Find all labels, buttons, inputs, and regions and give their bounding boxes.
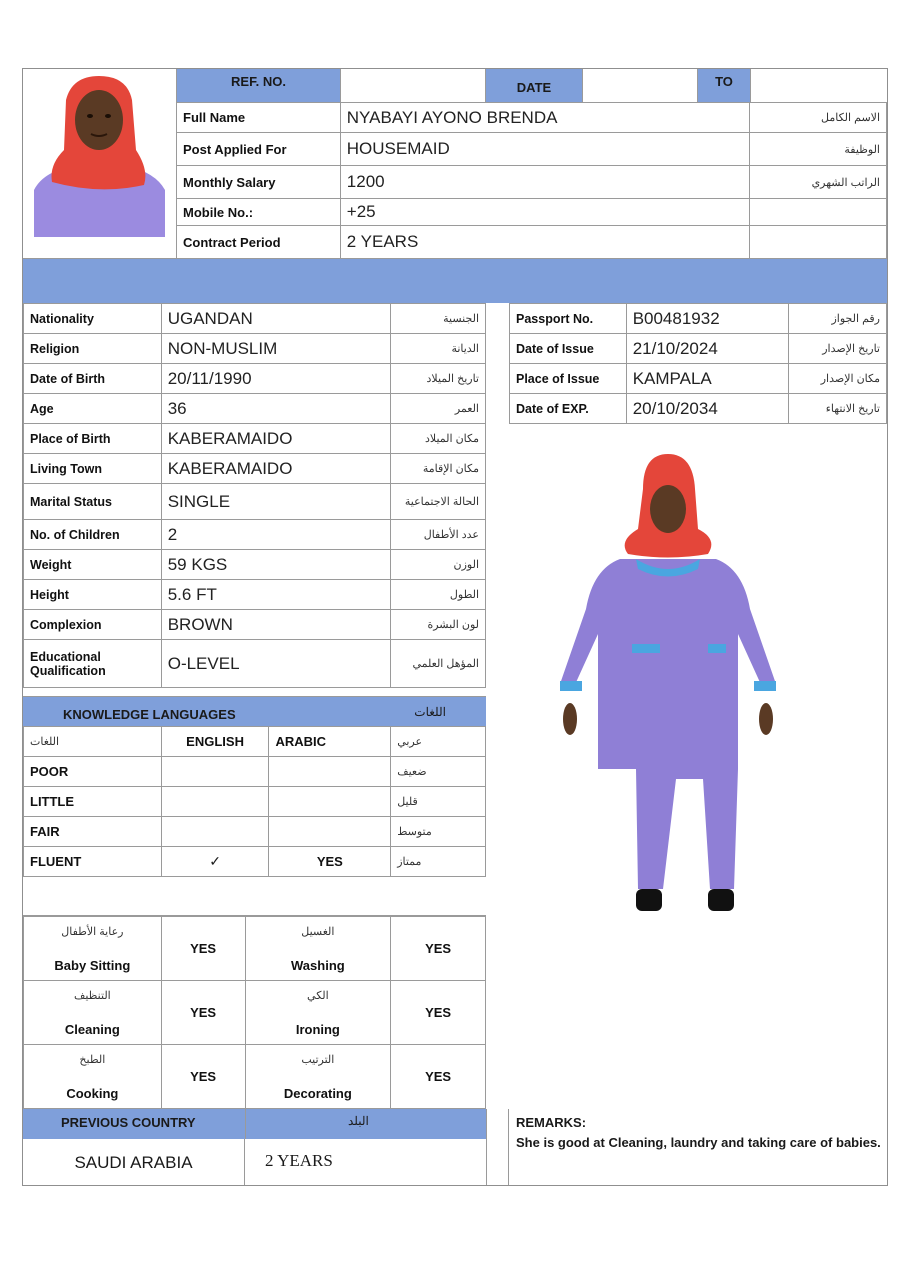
ref-no-header bbox=[176, 69, 340, 102]
header-row-value: +25 bbox=[340, 199, 749, 226]
personal-row-label: Date of Birth bbox=[24, 364, 162, 394]
previous-period-value: 2 YEARS bbox=[265, 1151, 333, 1170]
section-band bbox=[23, 258, 887, 303]
languages-title: KNOWLEDGE LANGUAGES bbox=[63, 707, 236, 722]
language-english-value: ✓ bbox=[161, 847, 269, 877]
skill-row bbox=[24, 1045, 486, 1109]
skill-label2: Decorating bbox=[283, 1085, 352, 1101]
personal-details-table bbox=[23, 303, 486, 688]
passport-row-arabic: مكان الإصدار bbox=[789, 364, 887, 394]
skill-label2-cell bbox=[245, 1045, 391, 1109]
language-level-label: FLUENT bbox=[24, 847, 162, 877]
language-level-ar: قليل bbox=[391, 787, 486, 817]
personal-row-value: O-LEVEL bbox=[161, 640, 390, 688]
language-arabic-value bbox=[269, 757, 391, 787]
to-label: TO bbox=[715, 74, 733, 89]
skill-label2-ar: الكي bbox=[307, 989, 329, 1002]
language-level-ar: ضعيف bbox=[391, 757, 486, 787]
previous-country-title-ar: البلد bbox=[348, 1114, 369, 1128]
skill-label2: Ironing bbox=[295, 1021, 340, 1037]
language-level-label: POOR bbox=[24, 757, 162, 787]
personal-row-value: BROWN bbox=[161, 610, 390, 640]
passport-row-arabic: تاريخ الانتهاء bbox=[789, 394, 887, 424]
languages-col-english: ENGLISH bbox=[161, 727, 269, 757]
full-body-photo bbox=[558, 449, 778, 979]
header-info-table bbox=[176, 102, 887, 259]
header-row-label: Post Applied For bbox=[177, 133, 341, 166]
personal-row-value: UGANDAN bbox=[161, 304, 390, 334]
passport-row-label: Passport No. bbox=[510, 304, 627, 334]
personal-row-label: Height bbox=[24, 580, 162, 610]
skill-label2-ar: الغسيل bbox=[301, 925, 335, 938]
header-row bbox=[177, 226, 887, 259]
personal-row bbox=[24, 334, 486, 364]
skill-value: YES bbox=[161, 981, 245, 1045]
languages-column-header bbox=[24, 727, 486, 757]
personal-row bbox=[24, 550, 486, 580]
skill-label-ar: التنظيف bbox=[73, 989, 111, 1002]
header-row-label: Full Name bbox=[177, 103, 341, 133]
skill-value2: YES bbox=[391, 981, 486, 1045]
personal-row-label: Age bbox=[24, 394, 162, 424]
language-english-value bbox=[161, 817, 269, 847]
skill-label-cell bbox=[24, 917, 162, 981]
personal-row-label: Religion bbox=[24, 334, 162, 364]
ref-no-label: REF. NO. bbox=[231, 74, 286, 89]
personal-row-value: 20/11/1990 bbox=[161, 364, 390, 394]
header-row-value: 1200 bbox=[340, 166, 749, 199]
languages-col-ar2: عربي bbox=[391, 727, 486, 757]
passport-row-value: 21/10/2024 bbox=[626, 334, 789, 364]
cv-sheet bbox=[22, 68, 888, 1186]
skill-label-ar: رعاية الأطفال bbox=[61, 925, 124, 938]
personal-row-arabic: الديانة bbox=[391, 334, 486, 364]
personal-row bbox=[24, 640, 486, 688]
skills-table bbox=[23, 916, 486, 1109]
language-english-value bbox=[161, 787, 269, 817]
skill-value: YES bbox=[161, 917, 245, 981]
passport-row-label: Place of Issue bbox=[510, 364, 627, 394]
language-level-label: FAIR bbox=[24, 817, 162, 847]
passport-row-value: B00481932 bbox=[626, 304, 789, 334]
personal-row-label: Nationality bbox=[24, 304, 162, 334]
personal-row bbox=[24, 424, 486, 454]
personal-row-arabic: لون البشرة bbox=[391, 610, 486, 640]
personal-row bbox=[24, 364, 486, 394]
personal-row bbox=[24, 520, 486, 550]
remarks-title: REMARKS: bbox=[516, 1115, 587, 1130]
personal-row-label: Weight bbox=[24, 550, 162, 580]
personal-row-value: 36 bbox=[161, 394, 390, 424]
personal-row-arabic: المؤهل العلمي bbox=[391, 640, 486, 688]
remarks-text: She is good at Cleaning, laundry and taking care of babies. bbox=[516, 1135, 881, 1150]
language-level-ar: ممتاز bbox=[391, 847, 486, 877]
personal-row bbox=[24, 610, 486, 640]
header-row bbox=[177, 166, 887, 199]
passport-row-arabic: رقم الجواز bbox=[789, 304, 887, 334]
passport-row-value: 20/10/2034 bbox=[626, 394, 789, 424]
header-row-arabic bbox=[750, 199, 887, 226]
personal-row bbox=[24, 484, 486, 520]
personal-row bbox=[24, 304, 486, 334]
personal-row-arabic: العمر bbox=[391, 394, 486, 424]
personal-row-arabic: مكان الإقامة bbox=[391, 454, 486, 484]
skill-label-ar: الطبخ bbox=[79, 1053, 106, 1066]
spacer-row bbox=[23, 879, 486, 916]
language-level-label: LITTLE bbox=[24, 787, 162, 817]
header-row bbox=[177, 133, 887, 166]
skill-label2-ar: الترتيب bbox=[301, 1053, 335, 1066]
passport-table bbox=[509, 303, 887, 424]
languages-header bbox=[23, 696, 486, 726]
skill-label: Baby Sitting bbox=[54, 957, 131, 973]
language-english-value bbox=[161, 757, 269, 787]
skill-value2: YES bbox=[391, 917, 486, 981]
ref-no-field bbox=[340, 69, 485, 102]
header-row-label: Monthly Salary bbox=[177, 166, 341, 199]
header-row-label: Contract Period bbox=[177, 226, 341, 259]
skill-label2-cell bbox=[245, 917, 391, 981]
header-row-arabic: الاسم الكامل bbox=[750, 103, 887, 133]
personal-row-arabic: الحالة الاجتماعية bbox=[391, 484, 486, 520]
skill-label: Cooking bbox=[66, 1085, 119, 1101]
language-arabic-value bbox=[269, 817, 391, 847]
passport-row-value: KAMPALA bbox=[626, 364, 789, 394]
remarks-box bbox=[516, 1115, 881, 1152]
personal-row bbox=[24, 454, 486, 484]
languages-table bbox=[23, 726, 486, 877]
personal-row-label: Complexion bbox=[24, 610, 162, 640]
languages-title-ar: اللغات bbox=[414, 705, 446, 719]
header-row-value: HOUSEMAID bbox=[340, 133, 749, 166]
skill-row bbox=[24, 981, 486, 1045]
personal-row bbox=[24, 580, 486, 610]
personal-row-label: No. of Children bbox=[24, 520, 162, 550]
language-level-ar: متوسط bbox=[391, 817, 486, 847]
language-level-row bbox=[24, 847, 486, 877]
divider-column bbox=[486, 1109, 509, 1185]
personal-row-arabic: الطول bbox=[391, 580, 486, 610]
skill-value: YES bbox=[161, 1045, 245, 1109]
personal-row-value: KABERAMAIDO bbox=[161, 424, 390, 454]
previous-country-cell bbox=[23, 1139, 245, 1185]
personal-row-arabic: تاريخ الميلاد bbox=[391, 364, 486, 394]
language-arabic-value: YES bbox=[269, 847, 391, 877]
personal-row-arabic: مكان الميلاد bbox=[391, 424, 486, 454]
skill-label: Cleaning bbox=[64, 1021, 120, 1037]
passport-row bbox=[510, 334, 887, 364]
to-header bbox=[697, 69, 750, 102]
header-row-label: Mobile No.: bbox=[177, 199, 341, 226]
header-row-value: NYABAYI AYONO BRENDA bbox=[340, 103, 749, 133]
personal-row-value: NON-MUSLIM bbox=[161, 334, 390, 364]
header-row-arabic: الوظيفة bbox=[750, 133, 887, 166]
personal-row-arabic: الجنسية bbox=[391, 304, 486, 334]
header-row bbox=[177, 103, 887, 133]
passport-row-label: Date of EXP. bbox=[510, 394, 627, 424]
header-row-arabic: الراتب الشهري bbox=[750, 166, 887, 199]
previous-country-value: SAUDI ARABIA bbox=[74, 1153, 193, 1172]
languages-col-arabic: ARABIC bbox=[269, 727, 391, 757]
skill-label-cell bbox=[24, 981, 162, 1045]
header-row-value: 2 YEARS bbox=[340, 226, 749, 259]
personal-row-arabic: الوزن bbox=[391, 550, 486, 580]
language-arabic-value bbox=[269, 787, 391, 817]
personal-row-label: Place of Birth bbox=[24, 424, 162, 454]
skill-row bbox=[24, 917, 486, 981]
personal-row-value: 59 KGS bbox=[161, 550, 390, 580]
languages-col-ar: اللغات bbox=[24, 727, 162, 757]
date-header bbox=[485, 69, 582, 102]
passport-row-label: Date of Issue bbox=[510, 334, 627, 364]
previous-country-header bbox=[23, 1109, 486, 1139]
personal-row-label: Educational Qualification bbox=[24, 640, 162, 688]
personal-row-value: 2 bbox=[161, 520, 390, 550]
personal-row-value: SINGLE bbox=[161, 484, 390, 520]
header-row bbox=[177, 199, 887, 226]
skill-label2-cell bbox=[245, 981, 391, 1045]
personal-row-arabic: عدد الأطفال bbox=[391, 520, 486, 550]
date-field bbox=[582, 69, 697, 102]
date-label: DATE bbox=[516, 80, 552, 95]
personal-row bbox=[24, 394, 486, 424]
skill-label-cell bbox=[24, 1045, 162, 1109]
personal-row-label: Marital Status bbox=[24, 484, 162, 520]
personal-row-value: KABERAMAIDO bbox=[161, 454, 390, 484]
language-level-row bbox=[24, 787, 486, 817]
to-field bbox=[750, 69, 887, 102]
personal-row-label: Living Town bbox=[24, 454, 162, 484]
personal-row-value: 5.6 FT bbox=[161, 580, 390, 610]
passport-row-arabic: تاريخ الإصدار bbox=[789, 334, 887, 364]
portrait-photo bbox=[24, 70, 175, 237]
previous-country-title: PREVIOUS COUNTRY bbox=[61, 1115, 196, 1130]
language-level-row bbox=[24, 757, 486, 787]
passport-row bbox=[510, 394, 887, 424]
skill-value2: YES bbox=[391, 1045, 486, 1109]
language-level-row bbox=[24, 817, 486, 847]
header-row-arabic bbox=[750, 226, 887, 259]
skill-label2: Washing bbox=[291, 957, 345, 973]
passport-row bbox=[510, 364, 887, 394]
passport-row bbox=[510, 304, 887, 334]
